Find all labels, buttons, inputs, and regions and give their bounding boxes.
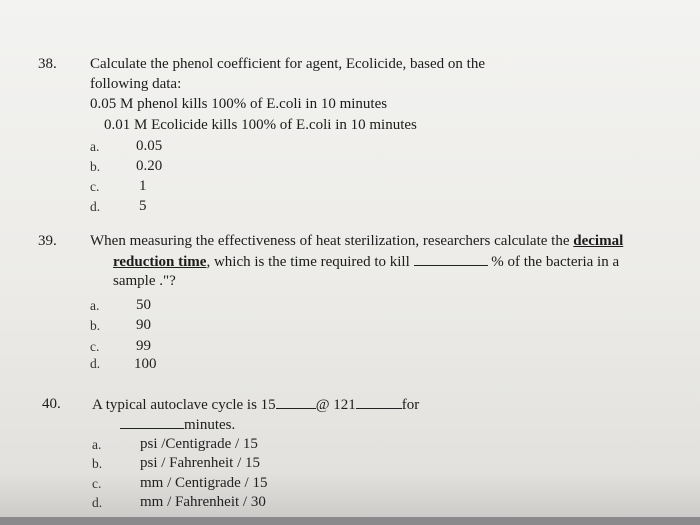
option-letter: c.: [92, 476, 102, 491]
question-text-line: sample ."?: [113, 273, 176, 289]
option-letter: b.: [92, 456, 103, 471]
option-text: 90: [136, 317, 151, 333]
page-bottom-edge: [0, 517, 700, 525]
question-text-line: Calculate the phenol coefficient for agent, Ecolicide, based on the: [90, 56, 485, 72]
question-text-line: [90, 233, 623, 250]
option-text: psi / Fahrenheit / 15: [140, 455, 260, 471]
question-text-line: [92, 396, 419, 414]
key-term: reduction time: [113, 254, 207, 270]
option-letter: d.: [92, 495, 103, 510]
question-text: A typical autoclave cycle is 15: [92, 397, 276, 413]
option-text: 5: [139, 198, 147, 214]
question-text: @ 121: [315, 397, 356, 413]
key-term: decimal: [573, 233, 624, 249]
option-letter: a.: [92, 437, 102, 452]
option-text: 99: [136, 338, 151, 354]
option-text: psi /Centigrade / 15: [140, 436, 258, 452]
option-text: mm / Fahrenheit / 30: [140, 494, 266, 510]
option-text: 50: [136, 297, 151, 313]
option-letter: c.: [90, 179, 100, 194]
option-letter: d.: [90, 199, 101, 214]
option-letter: c.: [90, 339, 100, 354]
question-text-line: 0.01 M Ecolicide kills 100% of E.coli in 10 minutes: [104, 117, 417, 133]
option-text: mm / Centigrade / 15: [140, 475, 268, 491]
option-letter: b.: [90, 159, 101, 174]
question-text: minutes.: [184, 417, 236, 433]
question-text: for: [401, 397, 420, 413]
option-letter: a.: [90, 298, 100, 313]
option-text: 0.05: [136, 138, 163, 154]
question-number: 40.: [42, 396, 61, 412]
option-letter: a.: [90, 139, 100, 154]
option-letter: d.: [90, 356, 101, 371]
question-text: , which is the time required to kill: [206, 254, 410, 270]
option-text: 100: [134, 356, 157, 372]
option-letter: b.: [90, 318, 101, 333]
question-text: When measuring the effectiveness of heat sterilization, researchers calculate the: [90, 233, 570, 249]
answer-blank: [414, 253, 488, 266]
answer-blank: [356, 396, 402, 409]
option-text: 1: [139, 178, 147, 194]
question-text-line: [120, 416, 235, 434]
question-text-line: following data:: [90, 76, 182, 92]
answer-blank: [120, 416, 184, 429]
option-text: 0.20: [136, 158, 163, 174]
question-number: 39.: [38, 233, 57, 249]
answer-blank: [276, 396, 316, 409]
question-text: % of the bacteria in a: [491, 254, 620, 270]
question-number: 38.: [38, 56, 57, 72]
question-text-line: 0.05 M phenol kills 100% of E.coli in 10 minutes: [90, 96, 388, 112]
question-text-line: [113, 253, 619, 271]
